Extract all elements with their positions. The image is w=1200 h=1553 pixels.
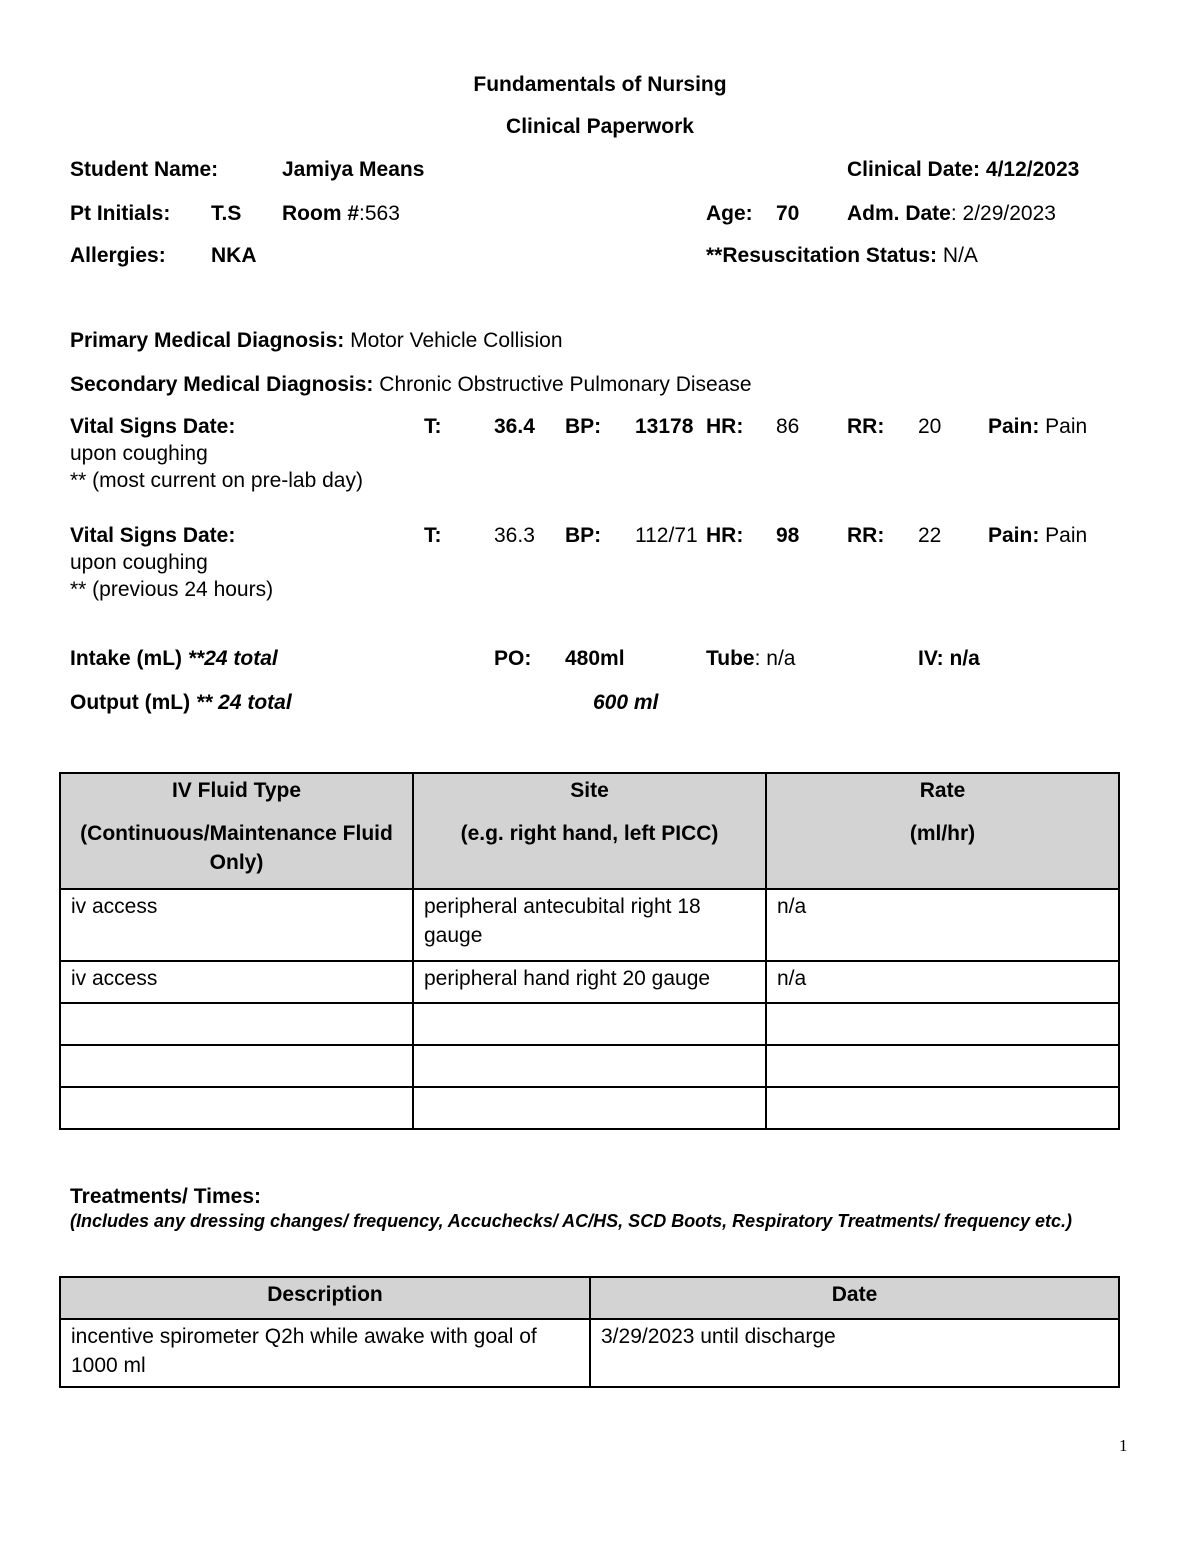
iv-header-rate-title: Rate bbox=[919, 779, 966, 802]
iv-intake: IV: n/a bbox=[918, 647, 980, 670]
table-row bbox=[60, 1087, 1119, 1129]
iv-header-rate-sub: (ml/hr) bbox=[909, 822, 976, 845]
iv-header-fluid-type-sub: (Continuous/Maintenance Fluid Only) bbox=[80, 822, 393, 874]
treatments-table bbox=[59, 1276, 1120, 1388]
room-value: :563 bbox=[359, 202, 400, 225]
tube bbox=[706, 646, 795, 672]
resus-label: **Resuscitation Status: bbox=[706, 244, 938, 267]
table-row bbox=[60, 1003, 1119, 1045]
output-label: Output (mL) bbox=[70, 691, 196, 714]
resuscitation-status bbox=[706, 243, 978, 269]
vitals-2-note: ** (previous 24 hours) bbox=[70, 578, 274, 601]
vitals-1-hr-label: HR: bbox=[706, 415, 744, 438]
vitals-1-bp-value: 13178 bbox=[635, 415, 694, 438]
intake-note: **24 total bbox=[187, 647, 278, 670]
iv-table-header-row bbox=[60, 773, 1119, 889]
room-number bbox=[282, 201, 400, 227]
document-title: Clinical Paperwork bbox=[506, 115, 694, 138]
iv-cell-site bbox=[413, 1087, 766, 1129]
vitals-2-t-value: 36.3 bbox=[494, 524, 535, 547]
student-name: Jamiya Means bbox=[282, 158, 425, 181]
vitals-2-t-label: T: bbox=[424, 524, 442, 547]
vitals-1-bp-label: BP: bbox=[565, 415, 602, 438]
table-row bbox=[60, 1319, 1119, 1387]
iv-header-fluid-type-title: IV Fluid Type bbox=[171, 779, 302, 802]
vitals-1-pain-cont: upon coughing bbox=[70, 442, 208, 465]
vitals-2-pain-value: Pain bbox=[1039, 524, 1088, 547]
iv-header-site-sub: (e.g. right hand, left PICC) bbox=[460, 822, 719, 845]
vitals-2-label: Vital Signs Date: bbox=[70, 524, 236, 547]
treatment-date: 3/29/2023 until discharge bbox=[590, 1319, 1119, 1387]
course-title: Fundamentals of Nursing bbox=[473, 73, 727, 96]
student-name-label: Student Name: bbox=[70, 158, 219, 181]
intake-label: Intake (mL) bbox=[70, 647, 188, 670]
iv-header-site-title: Site bbox=[570, 779, 609, 802]
vitals-2-pain-label: Pain: bbox=[988, 524, 1040, 547]
allergies-value: NKA bbox=[211, 244, 257, 267]
po-value: 480ml bbox=[565, 647, 625, 670]
secondary-diagnosis-label: Secondary Medical Diagnosis: bbox=[70, 373, 374, 396]
adm-date-value: : 2/29/2023 bbox=[950, 202, 1056, 225]
vitals-2-rr-value: 22 bbox=[918, 524, 942, 547]
clinical-date-label: Clinical Date: bbox=[847, 158, 981, 181]
iv-cell-rate: n/a bbox=[766, 889, 1119, 961]
iv-cell-site: peripheral antecubital right 18 gauge bbox=[413, 889, 766, 961]
primary-diagnosis-value: Motor Vehicle Collision bbox=[344, 329, 563, 352]
treatments-header-description: Description bbox=[60, 1277, 590, 1319]
adm-date-label: Adm. Date bbox=[847, 202, 951, 225]
vitals-2-rr-label: RR: bbox=[847, 524, 885, 547]
vitals-2-pain bbox=[988, 523, 1087, 549]
iv-cell-rate bbox=[766, 1045, 1119, 1087]
table-row bbox=[60, 961, 1119, 1003]
treatments-note: (Includes any dressing changes/ frequency, Accuchecks/ AC/HS, SCD Boots, Respiratory Treatments/ frequency etc.) bbox=[70, 1211, 1072, 1231]
iv-header-site bbox=[413, 773, 766, 889]
tube-value: : n/a bbox=[754, 647, 796, 670]
intake bbox=[70, 646, 278, 672]
vitals-1-note: ** (most current on pre-lab day) bbox=[70, 469, 363, 492]
clinical-date-value: 4/12/2023 bbox=[985, 158, 1080, 181]
vitals-2-pain-cont: upon coughing bbox=[70, 551, 208, 574]
vitals-2-hr-value: 98 bbox=[776, 524, 800, 547]
table-row bbox=[60, 1045, 1119, 1087]
vitals-1-pain-value: Pain bbox=[1039, 415, 1088, 438]
primary-diagnosis bbox=[70, 328, 563, 354]
clinical-date bbox=[847, 157, 1079, 183]
output bbox=[70, 690, 292, 716]
vitals-1-label: Vital Signs Date: bbox=[70, 415, 236, 438]
pt-initials: T.S bbox=[211, 202, 242, 225]
age-value: 70 bbox=[776, 202, 800, 225]
po-label: PO: bbox=[494, 647, 532, 670]
iv-cell-site bbox=[413, 1045, 766, 1087]
treatments-title: Treatments/ Times: bbox=[70, 1185, 262, 1208]
page-number: 1 bbox=[1119, 1436, 1128, 1455]
allergies-label: Allergies: bbox=[70, 244, 166, 267]
vitals-1-t-value: 36.4 bbox=[494, 415, 535, 438]
age-label: Age: bbox=[706, 202, 753, 225]
iv-cell-site: peripheral hand right 20 gauge bbox=[413, 961, 766, 1003]
primary-diagnosis-label: Primary Medical Diagnosis: bbox=[70, 329, 345, 352]
vitals-1-hr-value: 86 bbox=[776, 415, 800, 438]
iv-cell-type: iv access bbox=[60, 889, 413, 961]
vitals-1-rr-label: RR: bbox=[847, 415, 885, 438]
iv-header-rate bbox=[766, 773, 1119, 889]
iv-header-fluid-type bbox=[60, 773, 413, 889]
resus-value: N/A bbox=[937, 244, 978, 267]
pt-initials-label: Pt Initials: bbox=[70, 202, 171, 225]
treatments-header-date: Date bbox=[590, 1277, 1119, 1319]
iv-cell-rate: n/a bbox=[766, 961, 1119, 1003]
output-note: ** 24 total bbox=[195, 691, 292, 714]
table-row bbox=[60, 889, 1119, 961]
iv-cell-type: iv access bbox=[60, 961, 413, 1003]
treatments-header-row bbox=[60, 1277, 1119, 1319]
secondary-diagnosis bbox=[70, 372, 752, 398]
iv-cell-type bbox=[60, 1045, 413, 1087]
iv-cell-rate bbox=[766, 1003, 1119, 1045]
vitals-2-bp-value: 112/71 bbox=[635, 524, 698, 547]
secondary-diagnosis-value: Chronic Obstructive Pulmonary Disease bbox=[373, 373, 752, 396]
vitals-2-bp-label: BP: bbox=[565, 524, 602, 547]
treatment-description: incentive spirometer Q2h while awake with goal of 1000 ml bbox=[60, 1319, 590, 1387]
vitals-1-t-label: T: bbox=[424, 415, 442, 438]
vitals-2-hr-label: HR: bbox=[706, 524, 744, 547]
vitals-1-pain-label: Pain: bbox=[988, 415, 1040, 438]
iv-cell-site bbox=[413, 1003, 766, 1045]
iv-cell-rate bbox=[766, 1087, 1119, 1129]
iv-fluid-table bbox=[59, 772, 1120, 1130]
vitals-1-rr-value: 20 bbox=[918, 415, 942, 438]
tube-label: Tube bbox=[706, 647, 755, 670]
iv-cell-type bbox=[60, 1003, 413, 1045]
output-value: 600 ml bbox=[593, 691, 659, 714]
room-label: Room # bbox=[282, 202, 360, 225]
admission-date bbox=[847, 201, 1056, 227]
iv-cell-type bbox=[60, 1087, 413, 1129]
vitals-1-pain bbox=[988, 414, 1087, 440]
